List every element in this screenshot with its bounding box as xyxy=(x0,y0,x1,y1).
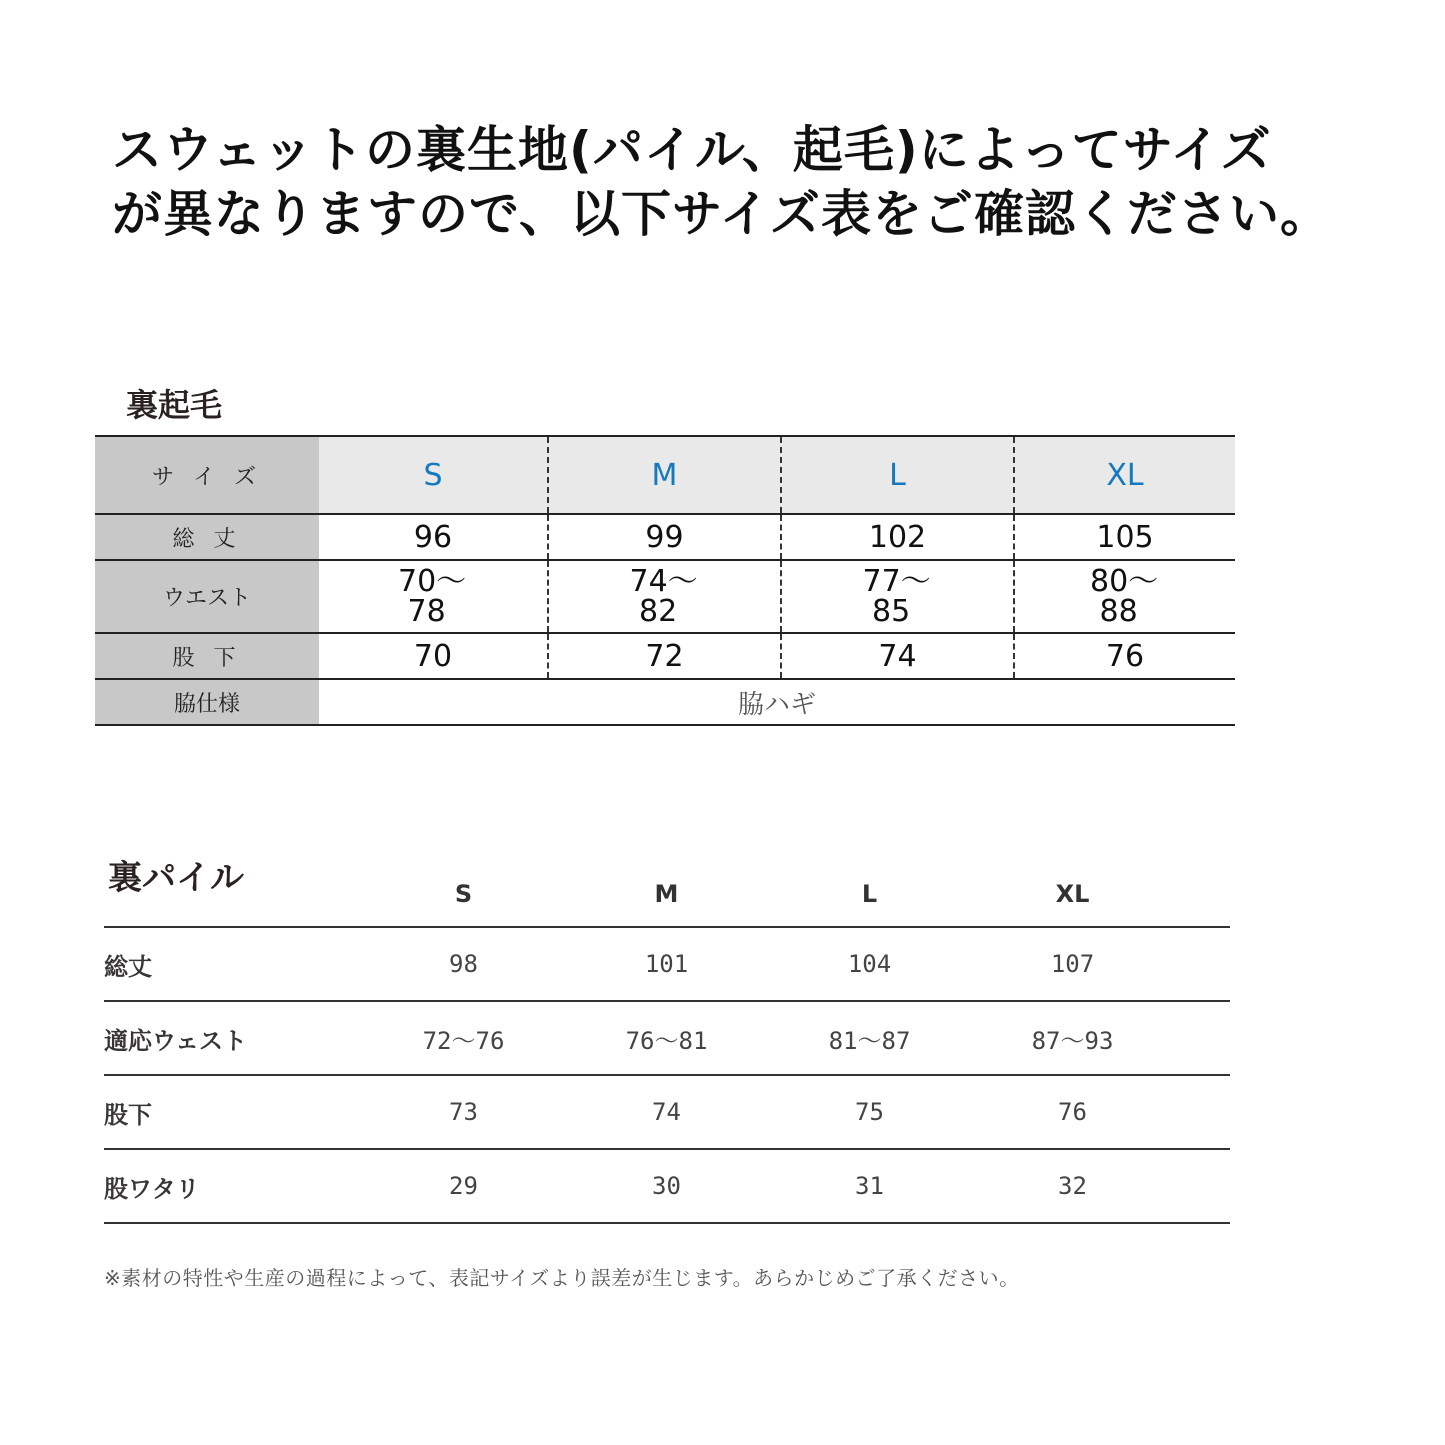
row-label: 股 下 xyxy=(95,633,319,679)
cell-l: 102 xyxy=(781,514,1014,560)
cell-s: 96 xyxy=(413,519,453,555)
kimou-row-side-spec xyxy=(95,679,1235,725)
kimou-row-length xyxy=(95,514,1235,560)
cell-l: 75 xyxy=(768,1075,971,1149)
cell-m: 99 xyxy=(548,514,781,560)
pile-row-inseam xyxy=(104,1075,1230,1149)
heading-line-1: スウェットの裏生地(パイル、起毛)によってサイズ xyxy=(112,121,1272,179)
spacer-cell xyxy=(1174,1075,1230,1149)
cell-xl: 76 xyxy=(1014,633,1235,679)
size-s-header: S xyxy=(362,862,565,927)
size-m-header: M xyxy=(548,436,781,514)
cell-xl-text: 80～ 88 xyxy=(1090,563,1159,629)
cell-m: 101 xyxy=(565,927,768,1001)
kimou-row-waist xyxy=(95,560,1235,633)
pile-size-table xyxy=(104,862,1230,1224)
size-m-header: M xyxy=(565,862,768,927)
cell-s: 73 xyxy=(362,1075,565,1149)
cell-l xyxy=(781,560,1014,633)
heading-line-2: が異なりますので、以下サイズ表をご確認ください。 xyxy=(112,185,1331,243)
cell-s: 70 xyxy=(413,638,453,674)
pile-row-thigh xyxy=(104,1149,1230,1223)
cell-xl: 105 xyxy=(1014,514,1235,560)
size-l-header: L xyxy=(781,436,1014,514)
pile-row-length xyxy=(104,927,1230,1001)
pile-table-title: 裏パイル xyxy=(108,858,244,898)
cell-s-text: 70～ 78 xyxy=(398,563,467,629)
cell-s: 98 xyxy=(362,927,565,1001)
row-label: ウエスト xyxy=(95,560,319,633)
pile-row-waist xyxy=(104,1001,1230,1075)
cell-m: 74 xyxy=(565,1075,768,1149)
row-label: 股下 xyxy=(104,1075,362,1149)
cell-m: 30 xyxy=(565,1149,768,1223)
pile-header-row xyxy=(104,862,1230,927)
size-l-header: L xyxy=(768,862,971,927)
cell-s: 29 xyxy=(362,1149,565,1223)
kimou-size-table xyxy=(95,435,1235,726)
cell-l-text: 77～ 85 xyxy=(862,563,931,629)
spacer-cell xyxy=(1174,1149,1230,1223)
side-spec-value: 脇ハギ xyxy=(737,689,816,720)
spacer-cell xyxy=(1174,1001,1230,1075)
empty-header-cell xyxy=(104,862,362,927)
row-label: 総 丈 xyxy=(95,514,319,560)
cell-m xyxy=(548,560,781,633)
cell-m: 76～81 xyxy=(565,1001,768,1075)
cell-m: 72 xyxy=(548,633,781,679)
cell-xl: 32 xyxy=(971,1149,1174,1223)
kimou-header-row xyxy=(95,436,1235,514)
row-label: 総丈 xyxy=(104,927,362,1001)
size-label-cell: サ イ ズ xyxy=(95,436,319,514)
spacer-cell xyxy=(1174,927,1230,1001)
cell-xl: 87～93 xyxy=(971,1001,1174,1075)
page-heading xyxy=(112,118,1331,246)
kimou-row-inseam xyxy=(95,633,1235,679)
spacer-cell xyxy=(1174,862,1230,927)
row-label: 股ワタリ xyxy=(104,1149,362,1223)
size-s-header: S xyxy=(319,436,548,514)
kimou-table-title: 裏起毛 xyxy=(126,386,223,424)
cell-xl: 76 xyxy=(971,1075,1174,1149)
cell-s xyxy=(319,560,548,633)
cell-l: 81～87 xyxy=(768,1001,971,1075)
size-xl-header: XL xyxy=(971,862,1174,927)
row-label: 適応ウェスト xyxy=(104,1001,362,1075)
cell-l: 31 xyxy=(768,1149,971,1223)
cell-xl xyxy=(1014,560,1235,633)
cell-m-text: 74～ 82 xyxy=(629,563,698,629)
cell-s: 72～76 xyxy=(362,1001,565,1075)
cell-xl: 107 xyxy=(971,927,1174,1001)
footnote: ※素材の特性や生産の過程によって、表記サイズより誤差が生じます。あらかじめご了承ください。 xyxy=(104,1266,1020,1290)
size-xl-header: XL xyxy=(1014,436,1235,514)
cell-l: 74 xyxy=(781,633,1014,679)
cell-l: 104 xyxy=(768,927,971,1001)
row-label: 脇仕様 xyxy=(95,679,319,725)
